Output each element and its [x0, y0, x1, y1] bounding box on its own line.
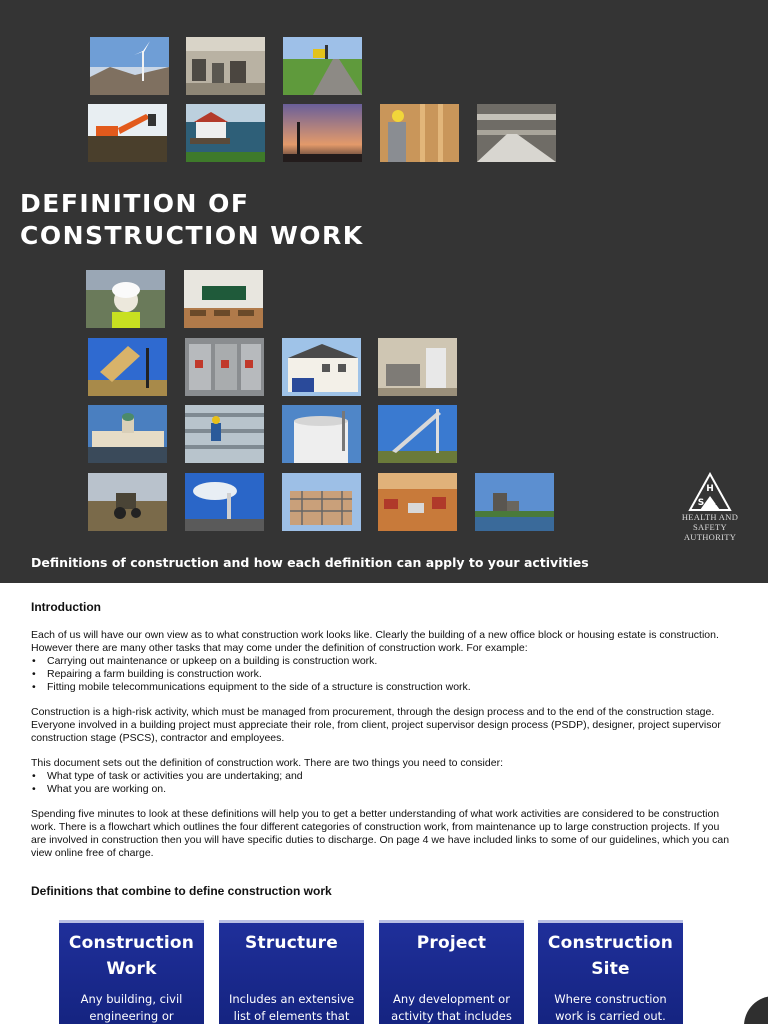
- lighthouse-pier-photo: [186, 104, 265, 162]
- intro-paragraph-3: This document sets out the definition of construction work. There are two things you need to consider:: [31, 757, 503, 769]
- hsa-letter-h: H: [706, 484, 714, 494]
- card-title: [219, 930, 364, 956]
- hsa-letter-s: S: [697, 498, 705, 508]
- card-body-line-2: activity that includes: [391, 1009, 512, 1023]
- list-item: • Fitting mobile telecommunications equipment to the side of a structure is construction work.: [31, 681, 736, 694]
- government-building-photo: [88, 405, 167, 463]
- card-title-line-1: Structure: [245, 933, 338, 953]
- worker-timber-frame-photo: [380, 104, 459, 162]
- generator-room-photo: [378, 338, 457, 396]
- card-title-line-1: Construction: [68, 933, 195, 953]
- sunset-tower-photo: [283, 104, 362, 162]
- hsa-name-line-1: HEALTH AND SAFETY: [681, 512, 739, 532]
- definition-card-construction-work: [59, 920, 204, 1024]
- hardhat-worker-photo: [86, 270, 165, 328]
- list-item: • What type of task or activities you are undertaking; and: [31, 770, 736, 783]
- hsa-logo: [664, 472, 756, 542]
- card-body-line-1: Any development or: [393, 992, 510, 1006]
- card-body: [59, 991, 204, 1024]
- industrial-hall-photo: [186, 37, 265, 95]
- card-body-line-1: Where construction: [554, 992, 667, 1006]
- title-line-2: CONSTRUCTION WORK: [20, 221, 364, 250]
- card-body: [219, 991, 364, 1024]
- card-body-line-1: Any building, civil: [80, 992, 183, 1006]
- list-item: • What you are working on.: [31, 783, 736, 796]
- shop-building-photo: [282, 338, 361, 396]
- definition-card-structure: [219, 920, 364, 1024]
- card-title: [538, 930, 683, 982]
- road-excavator-photo: [283, 37, 362, 95]
- castle-lake-photo: [475, 473, 554, 531]
- card-body-line-1: Includes an extensive: [228, 992, 355, 1006]
- list-item: • Repairing a farm building is construction work.: [31, 668, 736, 681]
- examples-list: [31, 655, 736, 694]
- intro-paragraph-2: Construction is a high-risk activity, which must be managed from procurement, through the design process and to the end of the construction stage. Everyone involved in a building project must appreciate their role, from client, project supervisor design process (PSDP), designer, project supervisor construction stage (PSCS), contractor and employees.: [31, 706, 721, 744]
- definition-card-project: [379, 920, 524, 1024]
- list-item: • Carrying out maintenance or upkeep on a building is construction work.: [31, 655, 736, 668]
- introduction-heading: Introduction: [31, 600, 101, 614]
- document-subtitle: Definitions of construction and how each definition can apply to your activities: [31, 555, 589, 570]
- hsa-name-line-2: AUTHORITY: [683, 532, 737, 542]
- card-body: [379, 991, 524, 1024]
- card-title: [379, 930, 524, 956]
- intro-paragraph-1: Each of us will have our own view as to what construction work looks like. Clearly the building of a new office block or housing estate is construction. However there are many other tasks that may come under the definition of construction work. For example:: [31, 629, 719, 654]
- document-title: [20, 188, 364, 252]
- wind-turbine-photo: [90, 37, 169, 95]
- pipework-photo: [477, 104, 556, 162]
- card-title-line-2: Site: [591, 959, 630, 979]
- switchgear-photo: [185, 338, 264, 396]
- page-corner-decoration: [744, 996, 768, 1024]
- card-title-line-1: Project: [416, 933, 487, 953]
- intro-paragraph-4: Spending five minutes to look at these definitions will help you to get a better understanding of what work activities are considered to be construction work. There is a flowchart which outlines the four different categories of construction work, from maintenance up to large construction projects. If you are involved in construction then you will have specific duties to discharge. On page 4 we have included links to some of our guidelines, which you can view online free of charge.: [31, 808, 730, 859]
- warehouse-interior-photo: [378, 473, 457, 531]
- card-body-line-2: work is carried out.: [555, 1009, 666, 1023]
- timber-crane-photo: [88, 338, 167, 396]
- mast-crane-photo: [378, 405, 457, 463]
- scaffolded-house-photo: [282, 473, 361, 531]
- card-body-line-2: list of elements that: [233, 1009, 350, 1023]
- worker-at-height-photo: [185, 405, 264, 463]
- card-title-line-2: Work: [106, 959, 157, 979]
- card-body: [538, 991, 683, 1024]
- hsa-letter-a: A: [715, 498, 723, 508]
- definition-card-construction-site: [538, 920, 683, 1024]
- introduction-section: [31, 600, 736, 860]
- power-station-photo: [185, 473, 264, 531]
- card-title: [59, 930, 204, 982]
- tractor-field-photo: [88, 473, 167, 531]
- storage-tank-photo: [282, 405, 361, 463]
- considerations-list: [31, 770, 736, 796]
- classroom-photo: [184, 270, 263, 328]
- title-line-1: DEFINITION OF: [20, 189, 250, 218]
- card-body-line-2: engineering or: [89, 1009, 174, 1023]
- hsa-triangle-icon: [688, 472, 732, 512]
- orange-excavator-photo: [88, 104, 167, 162]
- card-title-line-1: Construction: [547, 933, 674, 953]
- definitions-heading: Definitions that combine to define construction work: [31, 884, 332, 898]
